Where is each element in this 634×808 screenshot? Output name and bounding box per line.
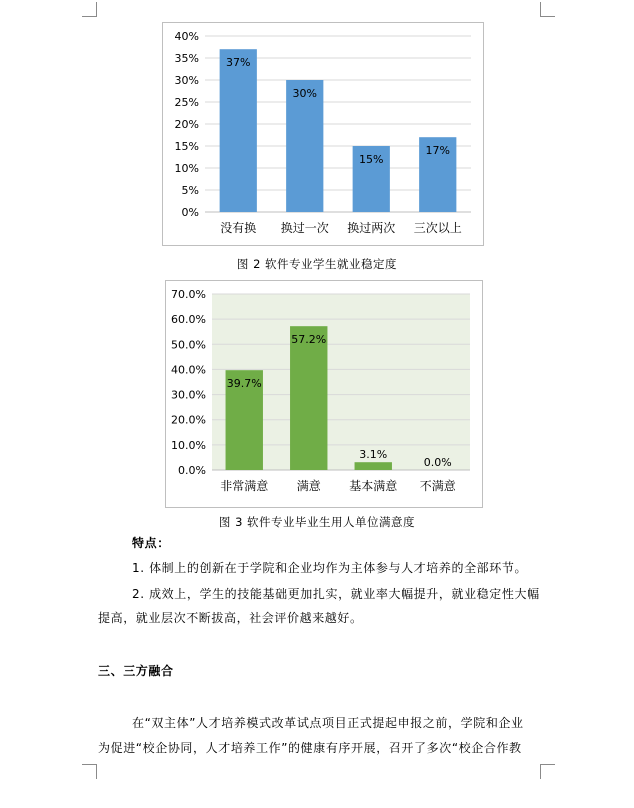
chart2-category-label: 基本满意 [349,479,398,493]
feature-point-1: 1. 体制上的创新在于学院和企业均作为主体参与人才培养的全部环节。 [132,561,528,575]
chart1-y-tick-label: 0% [181,206,199,219]
chart2-y-tick-label: 30.0% [171,388,206,402]
employment-stability-chart-svg [163,23,483,245]
body-paragraph-line-2: 为促进“校企协同，人才培养工作”的健康有序开展，召开了多次“校企合作教 [98,741,522,755]
crop-mark-top-left [82,2,97,17]
chart2-y-tick-label: 10.0% [171,438,206,452]
feature-point-2-line-1: 2. 成效上，学生的技能基础更加扎实，就业率大幅提升，就业稳定性大幅 [132,587,540,601]
crop-mark-top-right [540,2,555,17]
chart2-category-label: 满意 [296,479,321,493]
chart1-data-label: 37% [226,56,251,70]
employer-satisfaction-chart-svg [166,281,482,507]
chart2-y-tick-label: 60.0% [171,313,206,327]
chart1-y-tick-label: 35% [174,52,199,65]
chart1-y-tick-label: 5% [181,184,199,197]
chart2-category-label: 不满意 [419,479,456,493]
chart1-y-tick-label: 30% [174,74,199,87]
feature-point-2-line-2: 提高，就业层次不断拔高，社会评价越来越好。 [98,611,363,625]
figure-3-caption: 图 3 软件专业毕业生用人单位满意度 [218,515,416,529]
crop-mark-bottom-left [82,764,97,779]
chart2-y-tick-label: 40.0% [171,363,206,377]
chart2-category-label: 非常满意 [220,479,269,493]
chart1-category-label: 三次以上 [413,221,462,235]
chart1-data-label: 15% [359,153,384,166]
section-title: 三、三方融合 [98,664,174,678]
chart2-data-label: 39.7% [226,377,262,391]
chart1-y-tick-label: 40% [174,30,199,43]
chart1-data-label: 30% [292,87,317,100]
features-heading: 特点： [132,536,170,550]
chart2-y-tick-label: 70.0% [171,288,206,301]
chart1-category-label: 没有换 [220,221,257,235]
chart1-category-label: 换过两次 [347,221,396,235]
figure-2-caption: 图 2 软件专业学生就业稳定度 [236,257,398,271]
chart2-y-tick-label: 0.0% [178,464,206,477]
employment-stability-chart [162,22,484,246]
chart1-y-tick-label: 25% [174,96,199,109]
crop-mark-bottom-right [540,764,555,779]
employer-satisfaction-chart [165,280,483,508]
chart2-data-label: 0.0% [423,456,452,469]
chart2-y-tick-label: 20.0% [171,413,206,427]
chart1-y-tick-label: 20% [174,118,199,131]
chart2-y-tick-label: 50.0% [171,338,206,352]
chart2-data-label: 57.2% [291,333,327,347]
chart1-y-tick-label: 10% [174,162,199,175]
chart1-y-tick-label: 15% [174,140,199,153]
body-paragraph-line-1: 在“双主体”人才培养模式改革试点项目正式提起申报之前，学院和企业 [132,716,524,730]
chart2-data-label: 3.1% [359,448,388,462]
chart2-bar [290,326,327,470]
chart1-data-label: 17% [425,144,450,158]
chart1-bar [220,49,257,212]
chart2-bar [355,462,392,470]
chart1-category-label: 换过一次 [280,221,329,235]
